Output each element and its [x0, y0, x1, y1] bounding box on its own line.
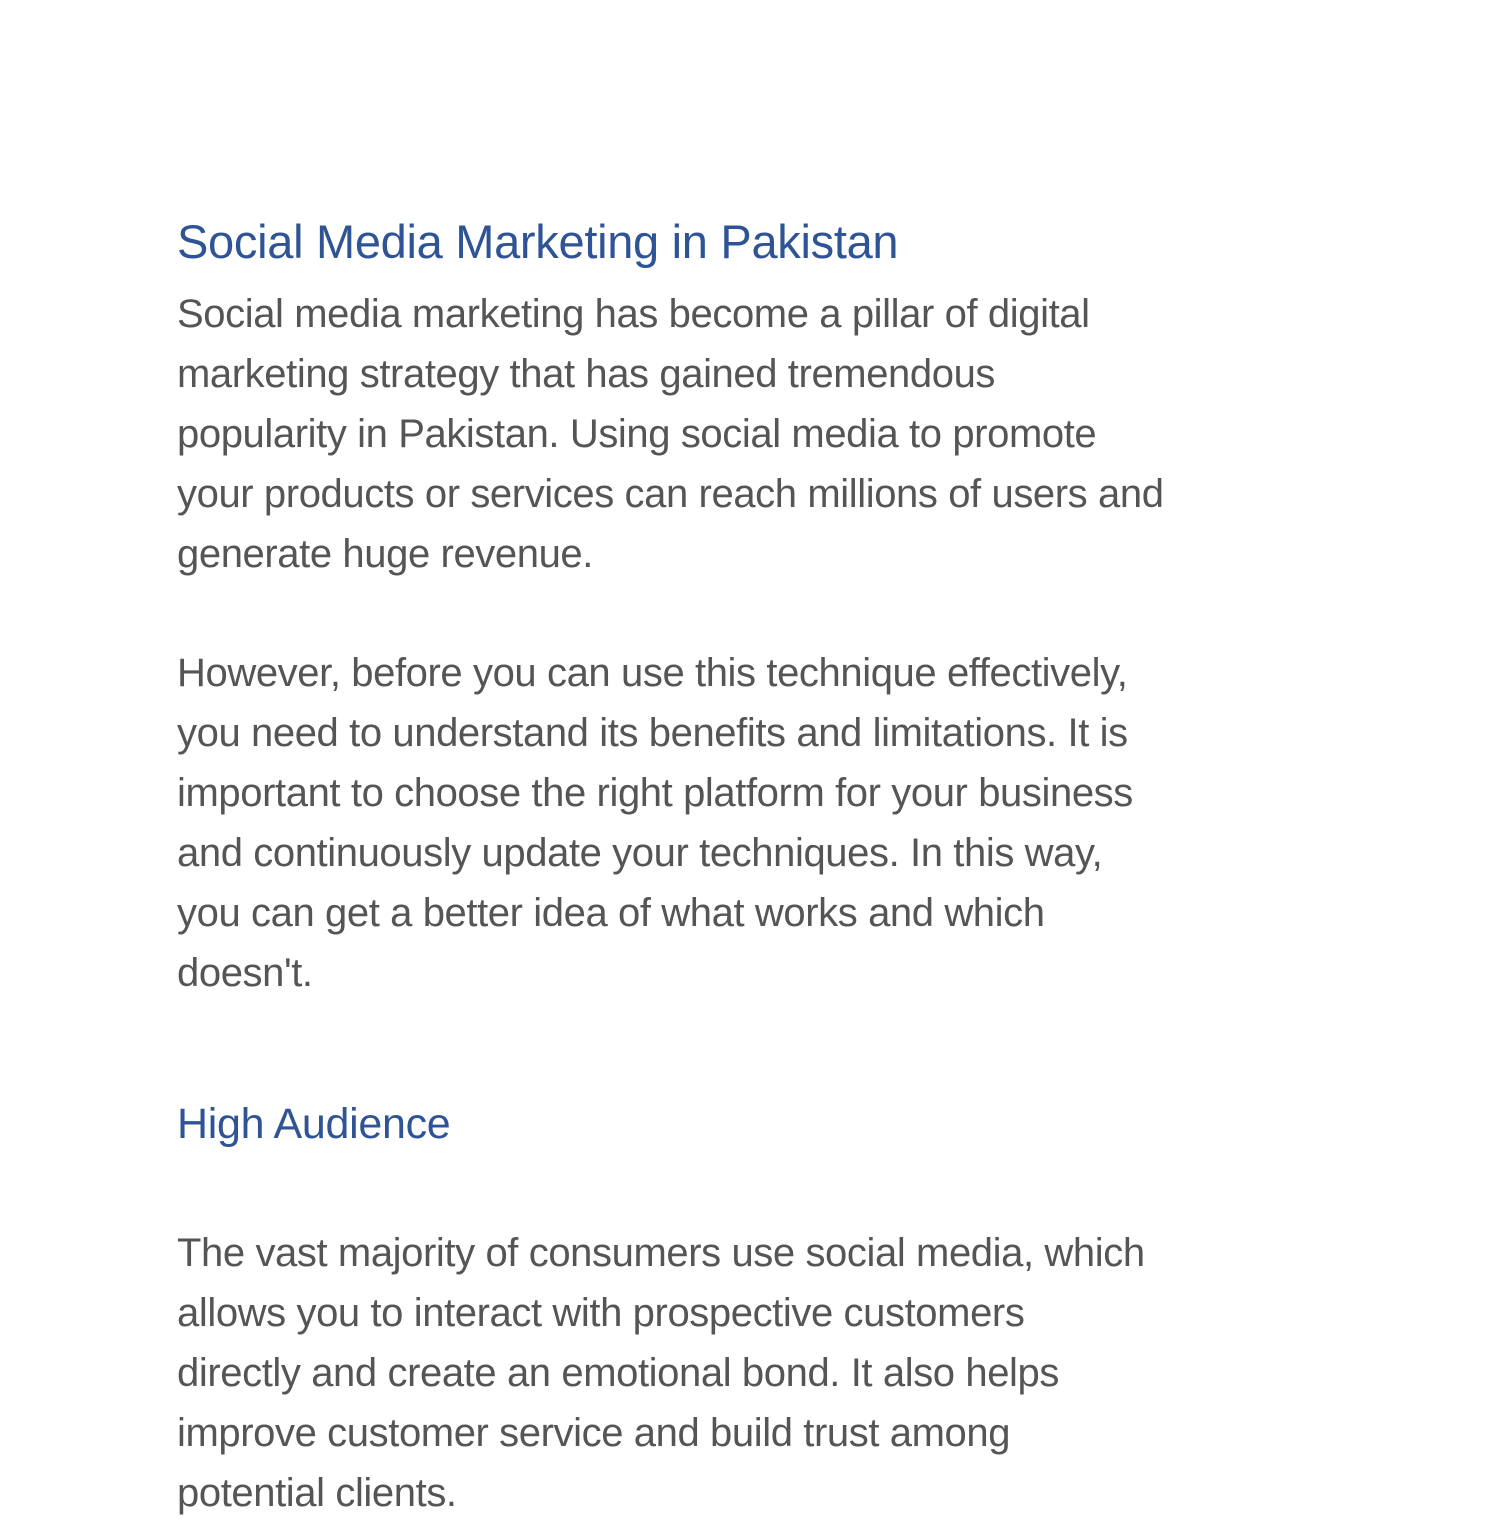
paragraph-line: doesn't. — [177, 951, 313, 995]
paragraph-line: important to choose the right platform for your business — [177, 771, 1133, 815]
paragraph-line: However, before you can use this technique effectively, — [177, 651, 1128, 695]
section-paragraph — [177, 1223, 1145, 1523]
paragraph-line: potential clients. — [177, 1471, 457, 1515]
second-paragraph — [177, 643, 1133, 1003]
intro-paragraph — [177, 284, 1164, 584]
paragraph-line: and continuously update your techniques. In this way, — [177, 831, 1103, 875]
paragraph-line: popularity in Pakistan. Using social media to promote — [177, 412, 1097, 456]
paragraph-line: your products or services can reach millions of users and — [177, 472, 1164, 516]
page-title: Social Media Marketing in Pakistan — [177, 215, 899, 268]
paragraph-line: marketing strategy that has gained tremendous — [177, 352, 996, 396]
paragraph-line: you can get a better idea of what works and which — [177, 891, 1045, 935]
paragraph-line: allows you to interact with prospective customers — [177, 1291, 1025, 1335]
paragraph-line: The vast majority of consumers use social media, which — [177, 1231, 1145, 1275]
paragraph-line: Social media marketing has become a pillar of digital — [177, 292, 1090, 336]
paragraph-line: generate huge revenue. — [177, 532, 593, 576]
paragraph-line: directly and create an emotional bond. It also helps — [177, 1351, 1059, 1395]
paragraph-line: you need to understand its benefits and limitations. It is — [177, 711, 1128, 755]
section-heading: High Audience — [177, 1100, 451, 1148]
paragraph-line: improve customer service and build trust among — [177, 1411, 1011, 1455]
